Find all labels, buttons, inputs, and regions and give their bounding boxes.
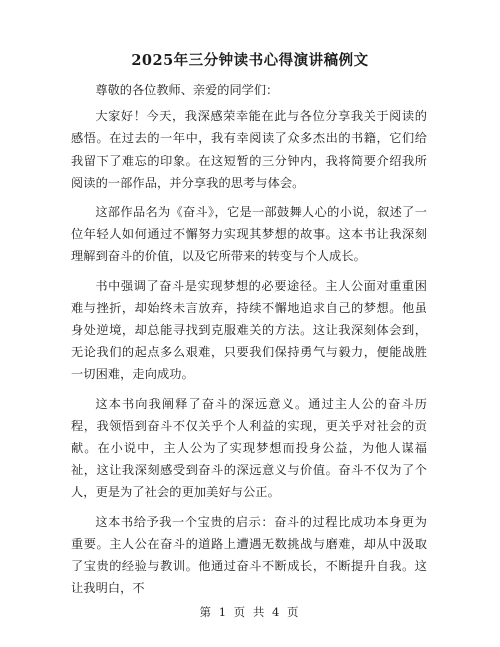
paragraph-5: 这本书给予我一个宝贵的启示：奋斗的过程比成功本身更为重要。主人公在奋斗的道路上遭遇无数挑战与磨难，却从中汲取了宝贵的经验与教训。他通过奋斗不断成长，不断提升自我。这让我明白，不 (71, 514, 427, 596)
document-title: 2025年三分钟读书心得演讲稿例文 (131, 52, 369, 69)
paragraph-1: 大家好！今天，我深感荣幸能在此与各位分享我关于阅读的感悟。在过去的一年中，我有幸阅读了众多杰出的书籍，它们给我留下了难忘的印象。在这短暂的三分钟内，我将简要介绍我所阅读的一部作品，并分享我的思考与体会。 (71, 109, 427, 190)
footer-prefix: 第 (199, 605, 214, 619)
document-body (71, 79, 427, 606)
greeting-line: 尊敬的各位教师、亲爱的同学们： (95, 83, 279, 97)
paragraph-3: 书中强调了奋斗是实现梦想的必要途径。主人公面对重重困难与挫折，却始终未言放弃，持续不懈地追求自己的梦想。他虽身处逆境，却总能寻找到克服难关的方法。这让我深刻体会到，无论我们的起点多么艰难，只要我们保持勇气与毅力，便能战胜一切困难，走向成功。 (71, 278, 427, 382)
footer-middle: 页 共 (233, 605, 267, 619)
paragraph-4: 这本书向我阐释了奋斗的深远意义。通过主人公的奋斗历程，我领悟到奋斗不仅关乎个人利益的实现，更关乎对社会的贡献。在小说中，主人公为了实现梦想而投身公益，为他人谋福祉，这让我深刻感受到奋斗的深远意义与价值。奋斗不仅为了个人，更是为了社会的更加美好与公正。 (71, 396, 427, 500)
paragraph-2: 这部作品名为《奋斗》，它是一部鼓舞人心的小说，叙述了一位年轻人如何通过不懈努力实现其梦想的故事。这本书让我深刻理解到奋斗的价值，以及它所带来的转变与个人成长。 (71, 205, 427, 264)
footer-suffix: 页 (286, 605, 301, 619)
footer-total-pages: 4 (271, 605, 282, 619)
page-footer (0, 604, 500, 620)
footer-page-number: 1 (218, 605, 229, 619)
